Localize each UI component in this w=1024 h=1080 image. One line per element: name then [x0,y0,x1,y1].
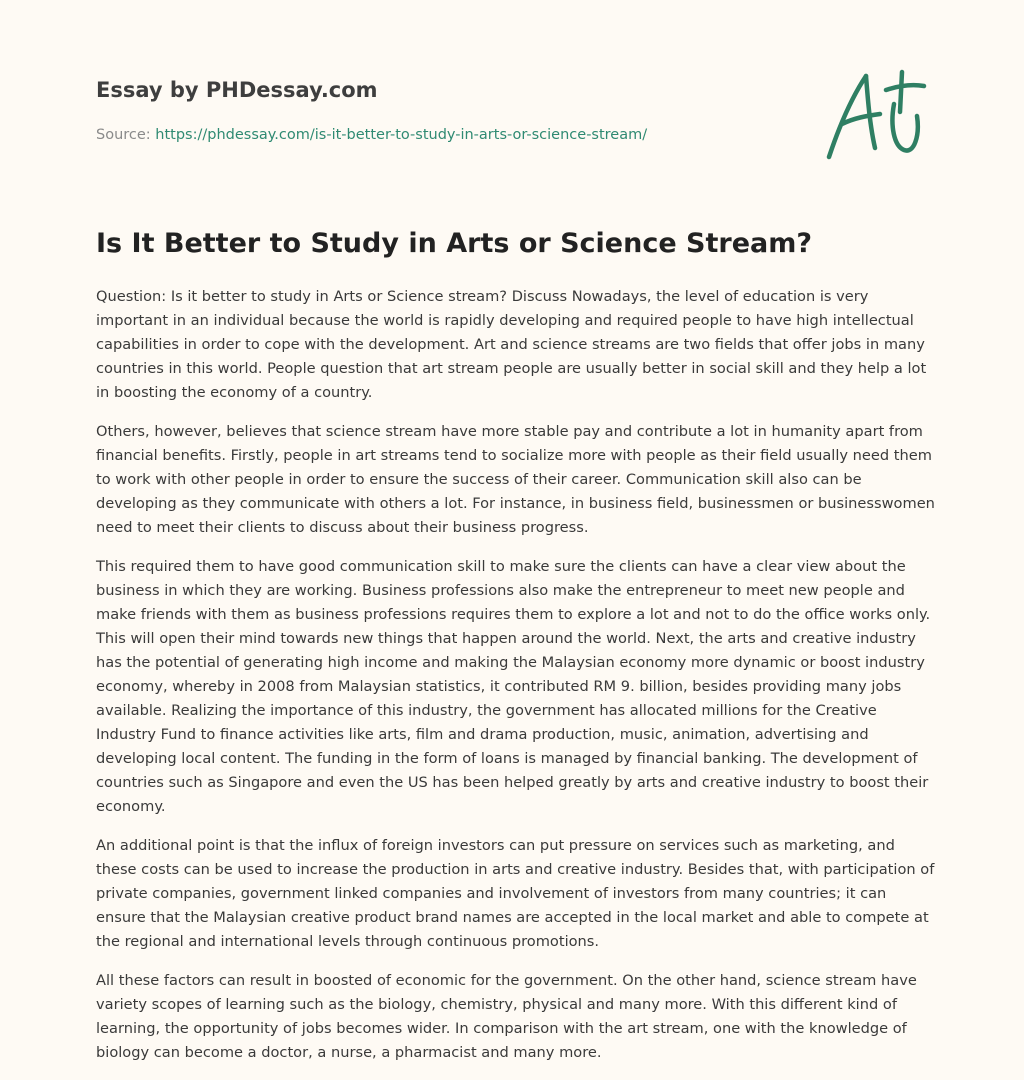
a-plus-logo [820,64,930,164]
paragraph: All these factors can result in boosted of economic for the government. On the other hand, science stream have variety scopes of learning such as the biology, chemistry, physical and many more. With this different kind of learning, the opportunity of jobs becomes wider. In comparison with the art stream, one with the knowledge of biology can become a doctor, a nurse, a pharmacist and many more. [96,972,917,1061]
source-link[interactable]: https://phdessay.com/is-it-better-to-study-in-arts-or-science-stream/ [155,127,648,143]
essay-body [96,285,936,1080]
source-line [96,125,796,145]
paragraph: An additional point is that the influx of foreign investors can put pressure on services such as marketing, and these costs can be used to increase the production in arts and creative industry. Besides that, with participation of private companies, government linked companies and involvement of investors from many countries; it can ensure that the Malaysian creative product brand names are accepted in the local market and able to compete at the regional and international levels through continuous promotions. [96,837,935,950]
paragraph: Others, however, believes that science stream have more stable pay and contribute a lot in humanity apart from financial benefits. Firstly, people in art streams tend to socialize more with people as their field usually need them to work with other people in order to ensure the success of their career. Communication skill also can be developing as they communicate with others a lot. For instance, in business field, businessmen or businesswomen need to meet their clients to discuss about their business progress. [96,423,935,536]
essay-title: Is It Better to Study in Arts or Science Stream? [96,228,813,259]
paragraph: Question: Is it better to study in Arts or Science stream? Discuss Nowadays, the level of education is very important in an individual because the world is rapidly developing and required people to have high intellectual capabilities in order to cope with the development. Art and science streams are two fields that offer jobs in many countries in this world. People question that art stream people are usually better in social skill and they help a lot in boosting the economy of a country. [96,288,927,401]
source-label: Source: [96,127,151,143]
brand-name: Essay by PHDessay.com [96,78,378,102]
paragraph: This required them to have good communication skill to make sure the clients can have a clear view about the business in which they are working. Business professions also make the entrepreneur to meet new people and make friends with them as business professions requires them to explore a lot and not to do the office works only. This will open their mind towards new things that happen around the world. Next, the arts and creative industry has the potential of generating high income and making the Malaysian economy more dynamic or boost industry economy, whereby in 2008 from Malaysian statistics, it contributed RM 9. billion, besides providing many jobs available. Realizing the importance of this industry, the government has allocated millions for the Creative Industry Fund to finance activities like arts, film and drama production, music, animation, advertising and developing local content. The funding in the form of loans is managed by financial banking. The development of countries such as Singapore and even the US has been helped greatly by arts and creative industry to boost their economy. [96,558,931,815]
essay-header [96,76,796,145]
